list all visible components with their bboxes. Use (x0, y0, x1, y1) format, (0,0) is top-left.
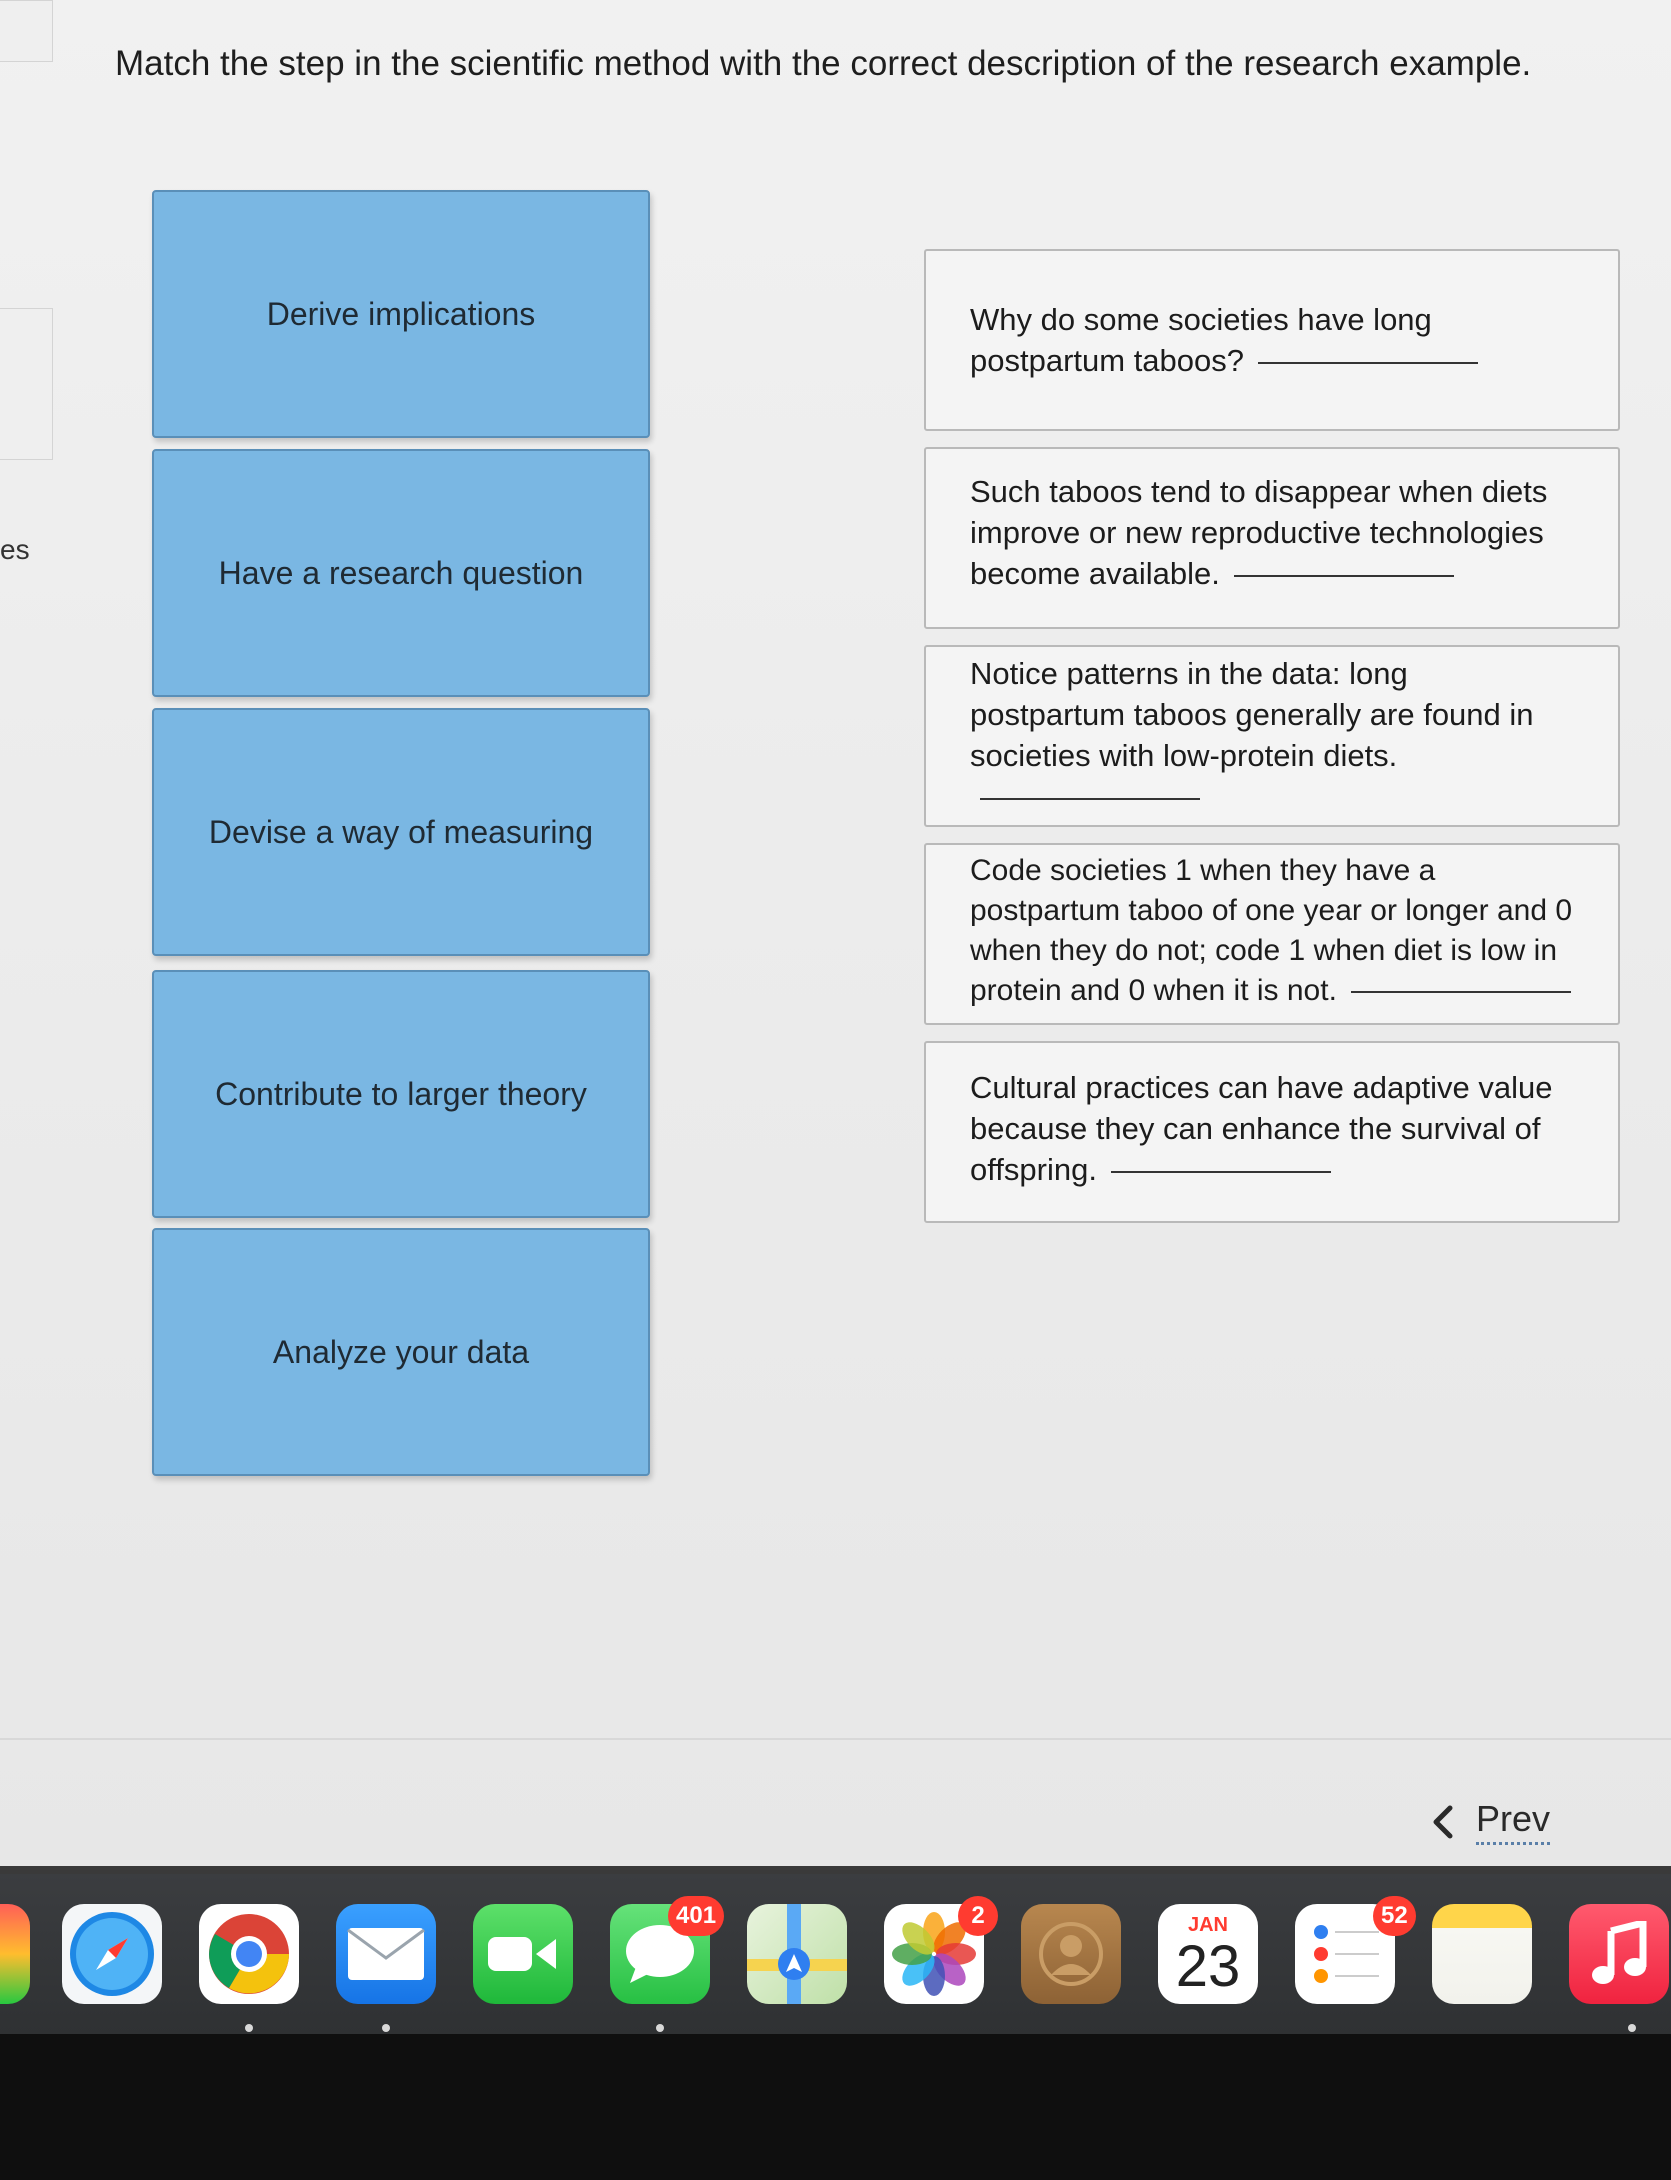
facetime-icon[interactable] (473, 1904, 573, 2004)
running-indicator (245, 2024, 253, 2032)
contacts-icon[interactable] (1021, 1904, 1121, 2004)
maps-icon[interactable] (747, 1904, 847, 2004)
photos-badge: 2 (958, 1896, 998, 1936)
prev-button[interactable] (1432, 1798, 1550, 1845)
prev-label: Prev (1476, 1798, 1550, 1845)
screen-bezel (0, 2034, 1671, 2180)
answer-blank[interactable] (1234, 575, 1454, 577)
drag-item-label: Devise a way of measuring (208, 813, 594, 850)
question-prompt: Match the step in the scientific method with the correct description of the research example. (115, 44, 1532, 83)
drag-item-label: Have a research question (218, 554, 584, 591)
answer-blank[interactable] (1351, 991, 1571, 993)
drop-target-4[interactable] (924, 843, 1620, 1025)
drag-item-label: Contribute to larger theory (215, 1075, 587, 1112)
drop-target-2[interactable] (924, 447, 1620, 629)
mail-icon[interactable] (336, 1904, 436, 2004)
calendar-month: JAN (1187, 1913, 1228, 1936)
drag-item-label: Analyze your data (272, 1333, 530, 1370)
drag-item-devise-measuring[interactable] (152, 708, 650, 956)
answer-blank[interactable] (1111, 1171, 1331, 1173)
calendar-day: 23 (1175, 1933, 1241, 1999)
sidebar-partial-label: es (0, 534, 30, 565)
drop-target-3[interactable] (924, 645, 1620, 827)
drop-target-1[interactable] (924, 249, 1620, 431)
safari-icon[interactable] (62, 1904, 162, 2004)
target-text: Cultural practices can have adaptive value because they can enhance the survival of offspring. (970, 1070, 1553, 1187)
answer-blank[interactable] (980, 798, 1200, 800)
target-text: Why do some societies have long postpartum taboos? (970, 299, 1582, 381)
music-icon[interactable] (1569, 1904, 1669, 2004)
reminders-badge: 52 (1373, 1896, 1416, 1936)
target-text: Such taboos tend to disappear when diets improve or new reproductive technologies become available. (970, 474, 1548, 591)
notes-icon[interactable] (1432, 1904, 1532, 2004)
messages-badge: 401 (668, 1896, 724, 1936)
running-indicator (382, 2024, 390, 2032)
running-indicator (656, 2024, 664, 2032)
drag-item-label: Derive implications (266, 295, 536, 332)
chrome-icon[interactable] (199, 1904, 299, 2004)
answer-blank[interactable] (1258, 362, 1478, 364)
drag-item-larger-theory[interactable] (152, 970, 650, 1218)
drag-item-analyze-data[interactable] (152, 1228, 650, 1476)
sidebar-edge-top (0, 0, 53, 62)
chevron-left-icon (1432, 1805, 1454, 1839)
footer-divider (0, 1738, 1671, 1740)
partial-app-icon[interactable] (0, 1904, 30, 2004)
target-text: Code societies 1 when they have a postpartum taboo of one year or longer and 0 when they do not; code 1 when diet is low in protein and 0 when it is not. (970, 854, 1573, 1007)
dock-top-edge (0, 1866, 1671, 1874)
sidebar-edge-middle[interactable] (0, 308, 53, 460)
running-indicator (1628, 2024, 1636, 2032)
drop-target-5[interactable] (924, 1041, 1620, 1223)
calendar-icon[interactable] (1158, 1904, 1258, 2004)
drag-item-research-question[interactable] (152, 449, 650, 697)
target-text: Notice patterns in the data: long postpartum taboos generally are found in societies with low-protein diets. (970, 653, 1582, 800)
drag-item-derive-implications[interactable] (152, 190, 650, 438)
